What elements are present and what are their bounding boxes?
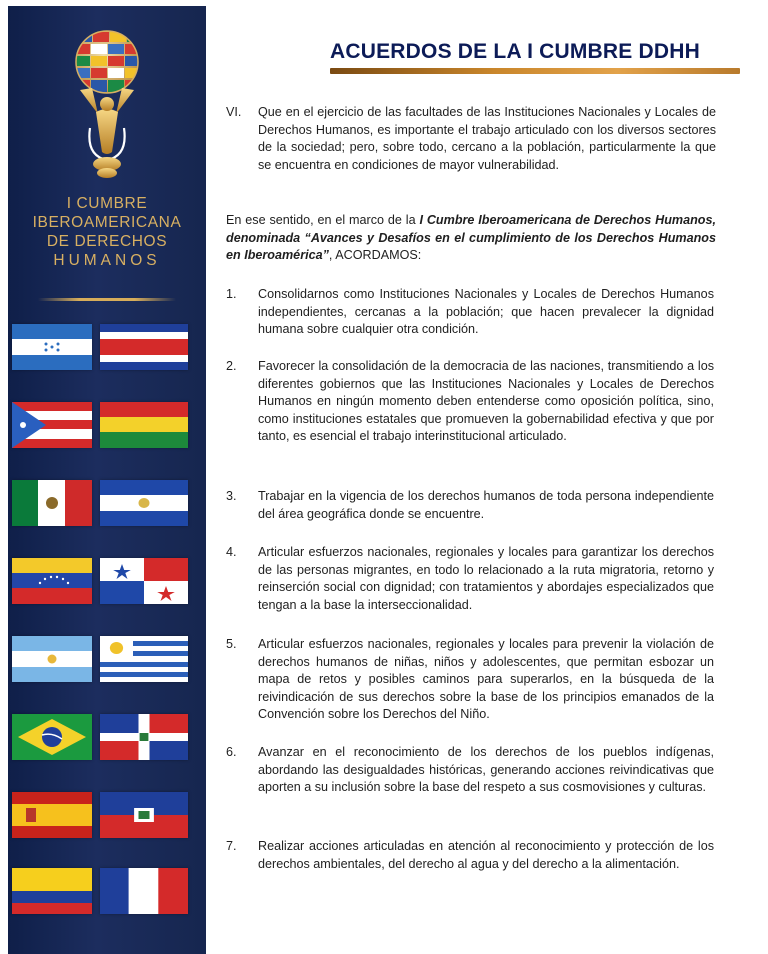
uruguay-flag-icon — [100, 636, 188, 682]
section-vi-text: Que en el ejercicio de las facultades de las Instituciones Nacionales y Locales de Derechos Humanos, es importante el trabajo articulado con los diversos sectores de la sociedad; pero, sobre todo, cercano a la población, particularmente la que se encuentra en condiciones de mayor vulnerabilidad. — [258, 105, 716, 172]
agreement-7-text: Realizar acciones articuladas en atención al reconocimiento y protección de los derechos ambientales, del derecho al agua y del derecho a la alimentación. — [258, 839, 714, 871]
france-flag-icon — [100, 868, 188, 914]
puerto-rico-flag-icon — [12, 402, 92, 448]
colombia-flag-icon — [12, 868, 92, 914]
agreement-4-text: Articular esfuerzos nacionales, regionales y locales para garantizar los derechos de las personas migrantes, en todo lo relacionado a la ruta migratoria, retorno y reinserción social con dignidad; con tratamientos y abordajes especializados que tengan a la base la interseccionalidad. — [258, 545, 714, 612]
brazil-flag-icon — [12, 714, 92, 760]
panama-flag-icon — [100, 558, 188, 604]
summit-name — [8, 194, 206, 270]
summit-name-line-3: DE DERECHOS — [46, 233, 168, 250]
agreement-1-text: Consolidarnos como Instituciones Nacionales y Locales de Derechos Humanos independientes, cercanas a la población; que hacen prevalecer la dignidad humana sobre cualquier otra condición. — [258, 287, 714, 337]
agreement-5-number: 5. — [226, 637, 237, 651]
dominican-republic-flag-icon — [100, 714, 188, 760]
agreement-2-number: 2. — [226, 359, 237, 373]
agreement-6-text: Avanzar en el reconocimiento de los derechos de los pueblos indígenas, abordando las desigualdades históricas, generando acciones reivindicativas que aporten a su inclusión sobre la base del respeto a sus cosmovisiones y culturas. — [258, 745, 714, 795]
summit-name-line-4: HUMANOS — [53, 252, 161, 269]
sidebar-divider — [38, 298, 176, 301]
mexico-flag-icon — [12, 480, 92, 526]
agreement-4-number: 4. — [226, 545, 237, 559]
costa-rica-flag-icon — [100, 324, 188, 370]
argentina-flag-icon — [12, 636, 92, 682]
haiti-flag-icon — [100, 792, 188, 838]
agreement-3-text: Trabajar en la vigencia de los derechos humanos de toda persona independiente del área geográfica donde se encuentre. — [258, 489, 714, 521]
agreement-2-text: Favorecer la consolidación de la democracia de las naciones, transmitiendo a los diferentes gobiernos que las Instituciones Nacionales y Locales de Derechos Humanos en ningún momento deben entenderse como oposición política, sino, como instituciones estatales que promueven la gobernabilidad efectiva y que por tanto, es esencial el trabajo interinstitucional articulado. — [258, 359, 714, 444]
title-underline — [330, 68, 740, 74]
agreement-6-number: 6. — [226, 745, 237, 759]
section-vi-number: VI. — [226, 105, 242, 119]
bolivia-flag-icon — [100, 402, 188, 448]
summit-name-line-1: I CUMBRE — [66, 195, 148, 212]
summit-name-line-2: IBEROAMERICANA — [32, 214, 182, 231]
intro-event-name: I Cumbre Iberoamericana de Derechos Humanos, denominada “Avances y Desafíos en el cumplimiento de los Derechos Humanos en Iberoamérica” — [226, 213, 716, 263]
intro-text-2: , ACORDAMOS: — [328, 248, 422, 263]
agreement-1-number: 1. — [226, 287, 237, 301]
agreement-3-number: 3. — [226, 489, 237, 503]
el-salvador-flag-icon — [100, 480, 188, 526]
intro-text-1: En ese sentido, en el marco de la — [226, 213, 420, 227]
agreement-7-number: 7. — [226, 839, 237, 853]
venezuela-flag-icon — [12, 558, 92, 604]
honduras-flag-icon — [12, 324, 92, 370]
spain-flag-icon — [12, 792, 92, 838]
intro-paragraph — [226, 212, 716, 265]
sidebar-banner — [8, 6, 206, 954]
page-title: ACUERDOS DE LA I CUMBRE DDHH — [330, 40, 700, 63]
agreement-5-text: Articular esfuerzos nacionales, regionales y locales para prevenir la violación de derechos humanos de niñas, niños y adolescentes, que permitan esbozar un mapa de retos y posibles caminos para superarlos, en la búsqueda de la reivindicación de sus derechos sobre la base de los principios emanados de la Convención sobre los Derechos del Niño. — [258, 637, 714, 722]
summit-emblem-icon — [46, 28, 168, 188]
